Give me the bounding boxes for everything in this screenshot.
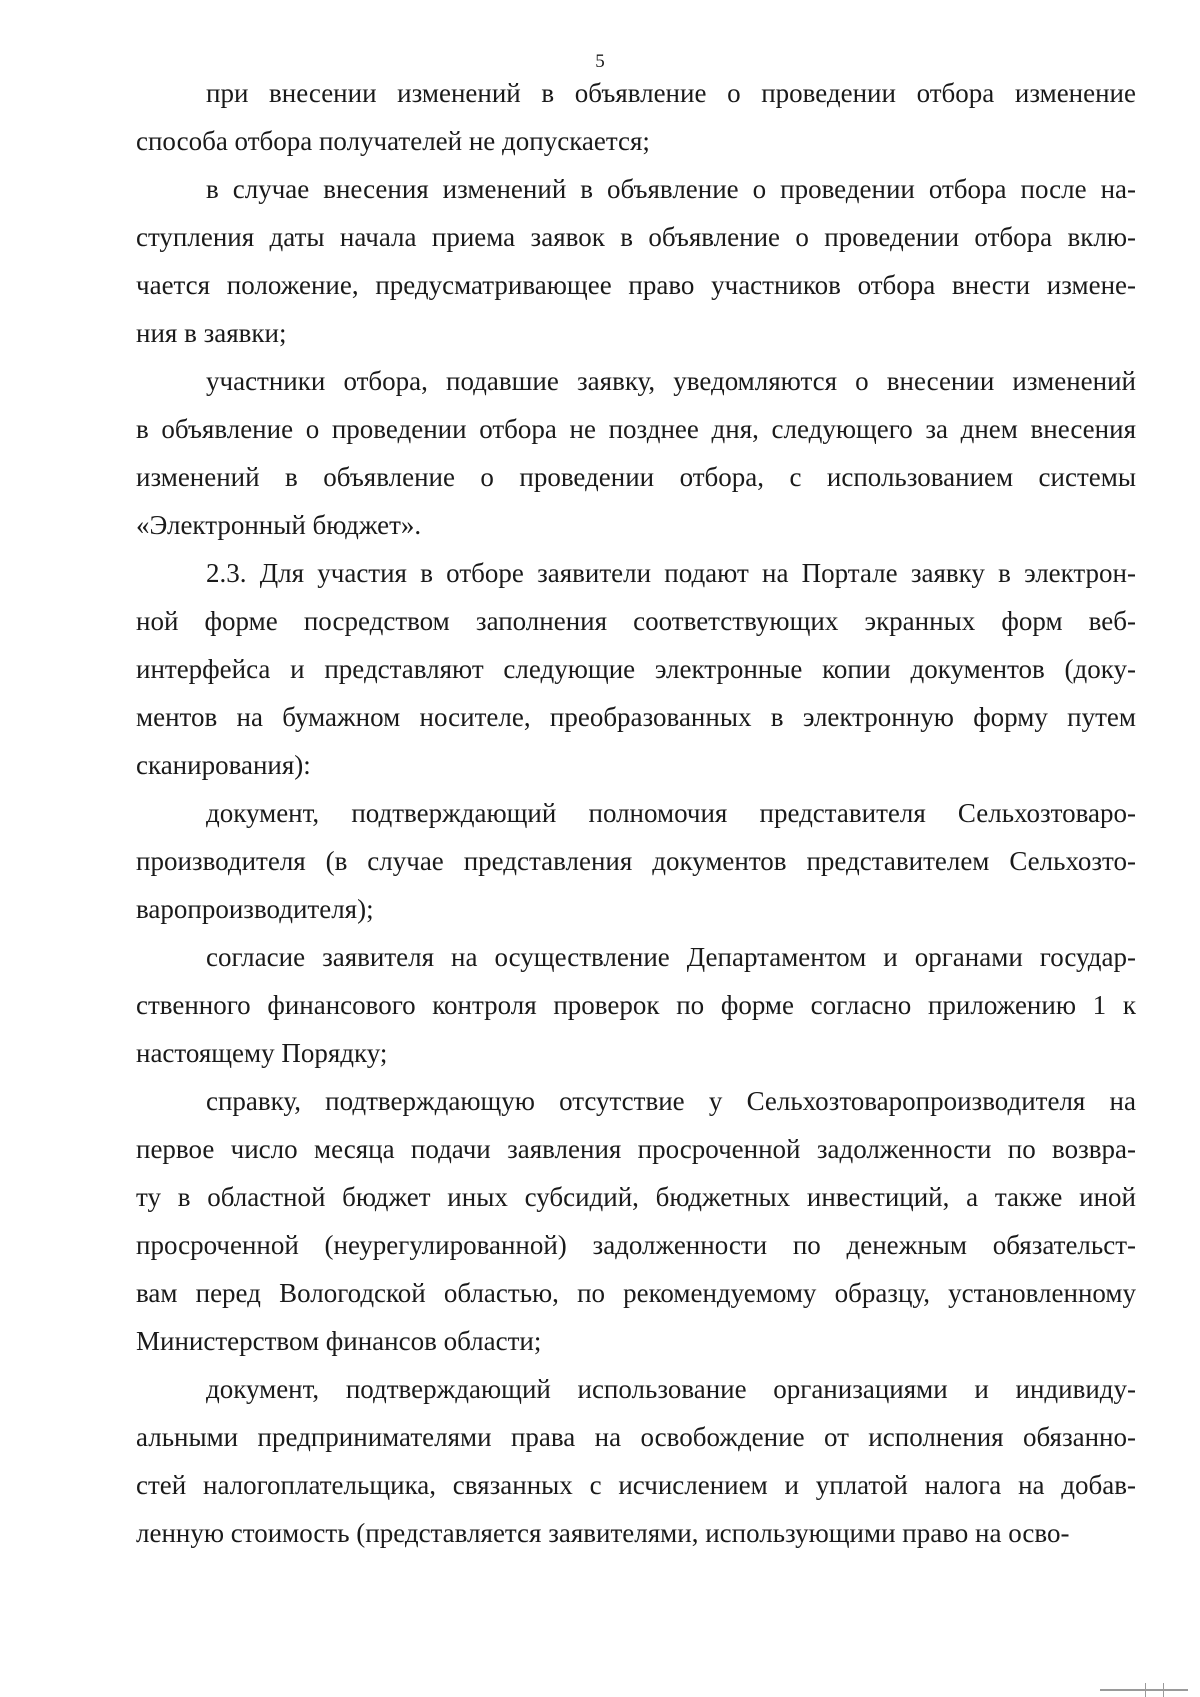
text-line: стей налогоплательщика, связанных с исчислением и уплатой налога на добав- [136,1470,1136,1500]
text-line: первое число месяца подачи заявления просроченной задолженности по возвра- [136,1134,1136,1164]
text-line: ментов на бумажном носителе, преобразованных в электронную форму путем [136,702,1136,732]
text-line: способа отбора получателей не допускается; [136,126,650,156]
text-line: ту в областной бюджет иных субсидий, бюджетных инвестиций, а также иной [136,1182,1136,1212]
text-line: ступления даты начала приема заявок в объявление о проведении отбора вклю- [136,222,1136,252]
text-line: Министерством финансов области; [136,1326,542,1356]
paragraph [136,933,1136,1077]
text-line: сканирования): [136,750,311,780]
paragraph [136,549,1136,789]
text-line: вам перед Вологодской областью, по рекомендуемому образцу, установленному [136,1278,1136,1308]
paragraph [136,165,1136,357]
text-line: варопроизводителя); [136,894,374,924]
text-line: ния в заявки; [136,318,287,348]
text-line: «Электронный бюджет». [136,510,422,540]
paragraph [136,69,1136,165]
text-line: настоящему Порядку; [136,1038,388,1068]
scan-artifact [1163,1683,1164,1697]
text-line: справку, подтверждающую отсутствие у Сельхозтоваропроизводителя на [206,1086,1136,1116]
paragraph [136,1365,1136,1557]
document-body [136,69,1136,1557]
scan-artifact [1145,1683,1146,1697]
text-line: альными предпринимателями права на освобождение от исполнения обязанно- [136,1422,1136,1452]
text-line: документ, подтверждающий использование организациями и индивиду- [206,1374,1136,1404]
text-line: ленную стоимость (представляется заявителями, использующими право на осво- [136,1518,1070,1548]
text-line: участники отбора, подавшие заявку, уведомляются о внесении изменений [206,366,1136,396]
text-line: ственного финансового контроля проверок по форме согласно приложению 1 к [136,990,1136,1020]
paragraph [136,357,1136,549]
text-line: в случае внесения изменений в объявление о проведении отбора после на- [206,174,1136,204]
text-line: изменений в объявление о проведении отбора, с использованием системы [136,462,1136,492]
text-line: интерфейса и представляют следующие электронные копии документов (доку- [136,654,1136,684]
text-line: согласие заявителя на осуществление Департаментом и органами государ- [206,942,1136,972]
paragraph [136,1077,1136,1365]
text-line: в объявление о проведении отбора не позднее дня, следующего за днем внесения [136,414,1136,444]
text-line: документ, подтверждающий полномочия представителя Сельхозтоваро- [206,798,1136,828]
text-line: при внесении изменений в объявление о проведении отбора изменение [206,78,1136,108]
scan-artifact [1100,1689,1188,1691]
page-number: 5 [595,51,605,72]
text-line: производителя (в случае представления документов представителем Сельхозто- [136,846,1136,876]
text-line: просроченной (неурегулированной) задолженности по денежным обязательст- [136,1230,1136,1260]
paragraph [136,789,1136,933]
text-line: 2.3. Для участия в отборе заявители подают на Портале заявку в электрон- [206,558,1136,588]
text-line: ной форме посредством заполнения соответствующих экранных форм веб- [136,606,1136,636]
text-line: чается положение, предусматривающее право участников отбора внести измене- [136,270,1136,300]
